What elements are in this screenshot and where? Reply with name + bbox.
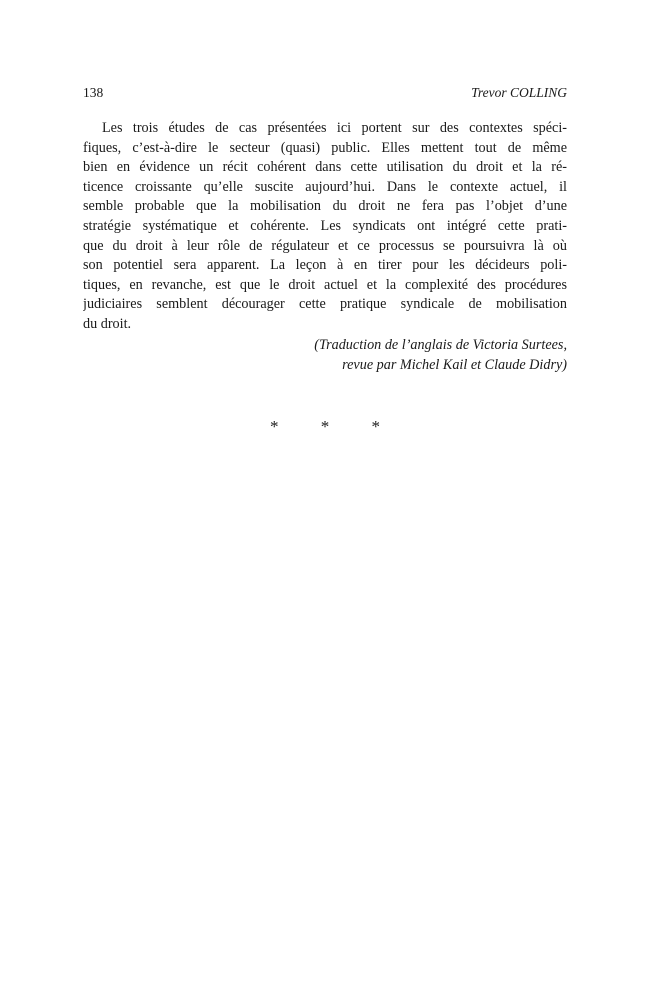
- paragraph-line: stratégie systématique et cohérente. Les syndicats ont intégré cette prati-: [83, 217, 567, 234]
- paragraph-line: semble probable que la mobilisation du droit ne fera pas l’objet d’une: [83, 198, 567, 215]
- page-number: 138: [83, 85, 104, 100]
- paragraph-line: Les trois études de cas présentées ici portent sur des contextes spéci-: [102, 120, 567, 136]
- translation-credit-line: (Traduction de l’anglais de Victoria Surtees,: [314, 337, 567, 353]
- translation-credit: [83, 336, 567, 375]
- asterisk: *: [320, 417, 330, 436]
- translation-credit-line: revue par Michel Kail et Claude Didry): [342, 356, 567, 373]
- paragraph-line: son potentiel sera apparent. La leçon à en tirer pour les décideurs poli-: [83, 257, 567, 274]
- paragraph-line: que du droit à leur rôle de régulateur et ce processus se poursuivra là où: [83, 237, 567, 254]
- asterisk: *: [371, 417, 380, 436]
- paragraph-line: bien en évidence un récit cohérent dans cette utilisation du droit et la ré-: [83, 159, 567, 176]
- running-head: [83, 84, 567, 102]
- body-paragraph: [83, 119, 567, 335]
- author-last-name: COLLING: [509, 85, 567, 100]
- author-first-name: Trevor: [471, 85, 507, 100]
- page: [83, 0, 567, 1008]
- paragraph-line: tiques, en revanche, est que le droit actuel et la complexité des procédures: [83, 276, 567, 293]
- paragraph-line: du droit.: [83, 315, 132, 332]
- paragraph-line: judiciaires semblent décourager cette pratique syndicale de mobilisation: [83, 296, 567, 313]
- running-head-author: [471, 84, 567, 102]
- paragraph-line: fiques, c’est-à-dire le secteur (quasi) public. Elles mettent tout de même: [83, 139, 567, 156]
- asterisk: *: [270, 417, 279, 436]
- section-separator: [83, 416, 567, 438]
- paragraph-line: ticence croissante qu’elle suscite aujourd’hui. Dans le contexte actuel, il: [83, 178, 567, 195]
